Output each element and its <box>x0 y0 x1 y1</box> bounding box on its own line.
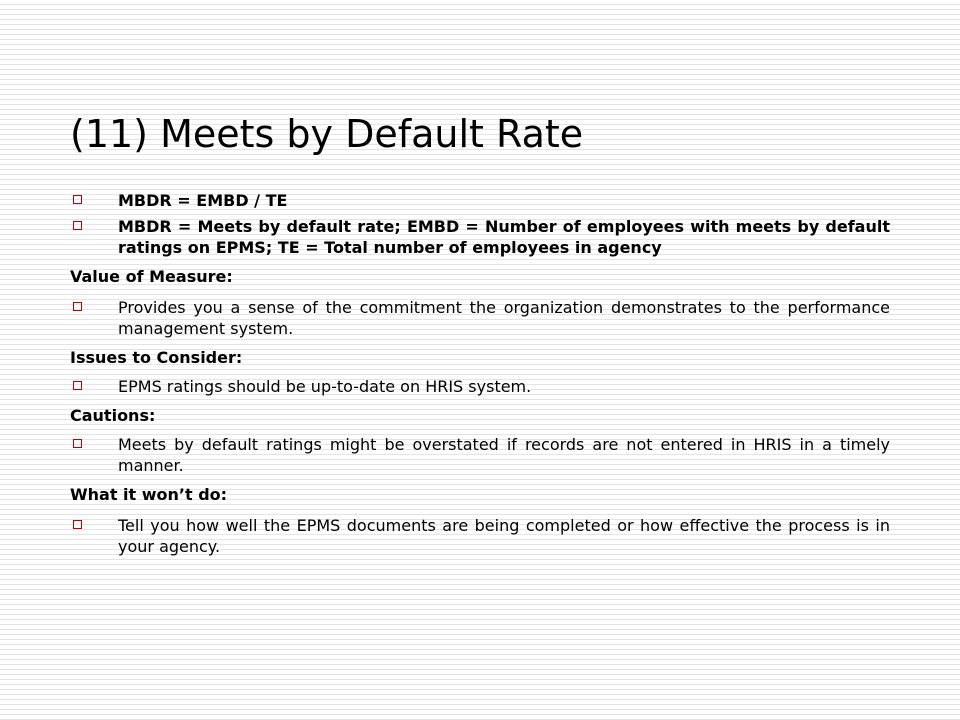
formula-bullet <box>70 190 890 211</box>
wont-do-text: Tell you how well the EPMS documents are being completed or how effective the process is in your agency. <box>118 516 890 556</box>
wont-do-heading: What it won’t do: <box>70 485 228 504</box>
cautions-heading: Cautions: <box>70 406 156 425</box>
definition-bullet <box>70 216 890 258</box>
hollow-square-bullet-icon <box>73 381 82 390</box>
cautions-text: Meets by default ratings might be overstated if records are not entered in HRIS in a timely manner. <box>118 435 890 475</box>
value-bullet <box>70 297 890 339</box>
formula-text: MBDR = EMBD / TE <box>118 191 288 210</box>
issues-bullet <box>70 376 890 397</box>
hollow-square-bullet-icon <box>73 302 82 311</box>
hollow-square-bullet-icon <box>73 520 82 529</box>
hollow-square-bullet-icon <box>73 439 82 448</box>
value-text: Provides you a sense of the commitment the organization demonstrates to the performance management system. <box>118 298 890 338</box>
wont-do-bullet <box>70 515 890 557</box>
issues-heading: Issues to Consider: <box>70 348 243 367</box>
hollow-square-bullet-icon <box>73 195 82 204</box>
value-of-measure-heading: Value of Measure: <box>70 267 233 286</box>
slide-title: (11) Meets by Default Rate <box>70 112 584 156</box>
cautions-bullet <box>70 434 890 476</box>
hollow-square-bullet-icon <box>73 221 82 230</box>
definition-text: MBDR = Meets by default rate; EMBD = Number of employees with meets by default ratings on EPMS; TE = Total number of employees in agency <box>118 217 890 257</box>
slide-content <box>70 190 890 557</box>
issues-text: EPMS ratings should be up-to-date on HRIS system. <box>118 377 532 396</box>
